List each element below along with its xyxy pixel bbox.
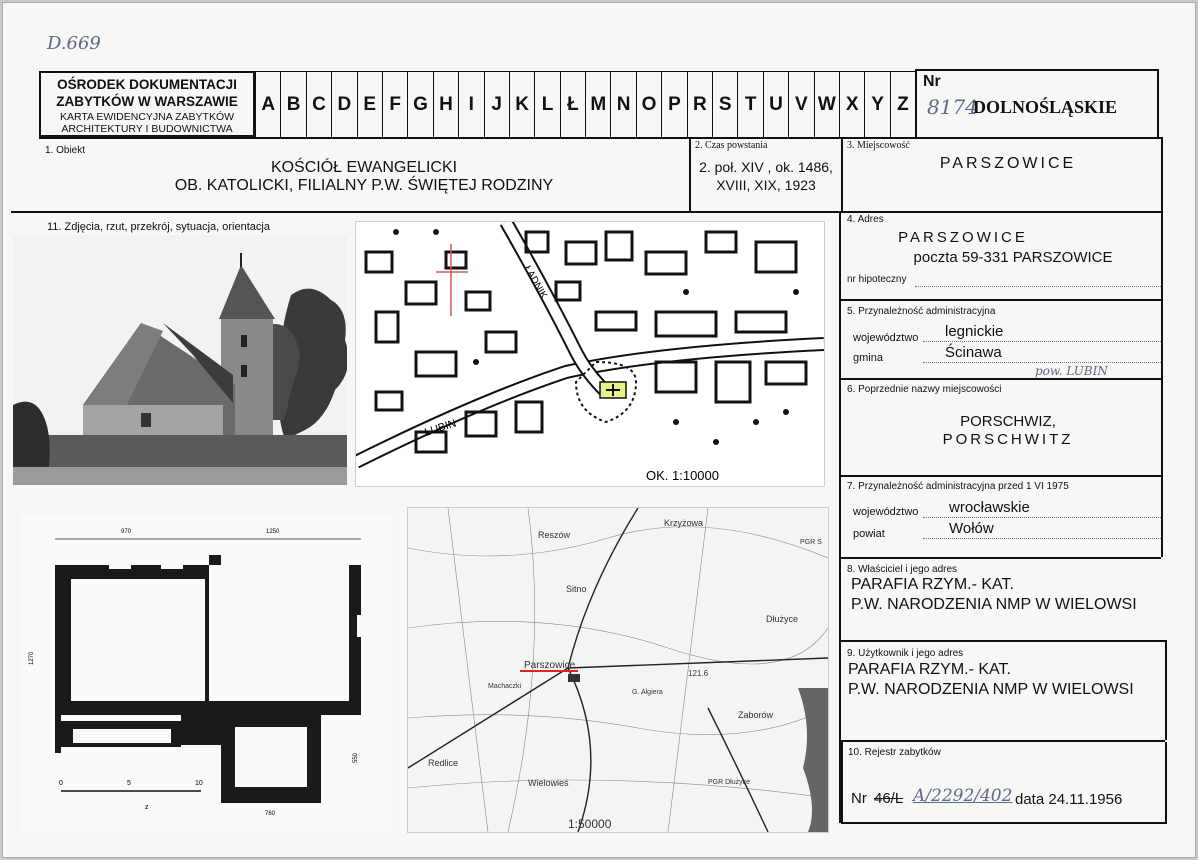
letter-cell: B bbox=[280, 72, 305, 138]
wlasciciel-line-1: PARAFIA RZYM.- KAT. bbox=[851, 576, 1014, 593]
record-card bbox=[2, 2, 1196, 858]
letter-cell: O bbox=[636, 72, 661, 138]
corner-note: D.669 bbox=[47, 33, 101, 54]
adres-line-1: PARSZOWICE bbox=[898, 229, 1028, 246]
dim-bottom: 760 bbox=[265, 811, 276, 817]
obiekt-line-2: OB. KATOLICKI, FILIALNY P.W. ŚWIĘTEJ RODZINY bbox=[174, 177, 554, 194]
dim-top-1: 970 bbox=[121, 529, 132, 535]
adres-label: 4. Adres bbox=[847, 214, 884, 225]
czas-line-1: 2. poł. XIV , ok. 1486, bbox=[699, 159, 833, 175]
miejscowosc-label: 3. Miejscowość bbox=[847, 140, 910, 151]
place-reszow: Reszów bbox=[538, 530, 571, 540]
letter-cell: U bbox=[763, 72, 788, 138]
scale-unit: z bbox=[145, 804, 149, 811]
wlasciciel-label: 8. Właściciel i jego adres bbox=[847, 564, 958, 575]
org-line-2: ZABYTKÓW W WARSZAWIE bbox=[56, 94, 238, 109]
adres-line-2: poczta 59-331 PARSZOWICE bbox=[913, 249, 1113, 266]
zdjecia-label: 11. Zdjęcia, rzut, przekrój, sytuacja, orientacja bbox=[47, 221, 270, 233]
letter-cell: V bbox=[788, 72, 813, 138]
poprzednie-line-2: PORSCHWITZ bbox=[942, 431, 1074, 448]
rejestr-nr-struck: 46/L bbox=[874, 790, 904, 807]
scale-mark-0: 0 bbox=[59, 780, 63, 787]
woj-prev-label: województwo bbox=[853, 506, 919, 518]
place-machaczki: Machaczki bbox=[488, 683, 522, 690]
place-sitno: Sitno bbox=[566, 584, 587, 594]
dim-left: 1270 bbox=[29, 651, 35, 665]
street-label-ladnik: ŁADNIK bbox=[521, 264, 549, 301]
place-parszowice: Parszowice bbox=[524, 660, 576, 671]
poprzednie-line-1: PORSCHWIZ, bbox=[960, 413, 1056, 430]
floor-plan bbox=[21, 515, 391, 831]
uzytkownik-line-1: PARAFIA RZYM.- KAT. bbox=[848, 661, 1011, 678]
wojewodztwo-value: legnickie bbox=[945, 323, 1004, 340]
letter-cell: F bbox=[382, 72, 407, 138]
place-redlice: Redlice bbox=[428, 758, 459, 768]
gmina-value: Ścinawa bbox=[945, 344, 1002, 361]
place-g-algiera: G. Algiera bbox=[632, 689, 663, 696]
admin-prev-label: 7. Przynależność administracyjna przed 1 VI 1975 bbox=[847, 481, 1069, 492]
powiat-value: Wołów bbox=[949, 520, 994, 537]
letter-cell: J bbox=[484, 72, 509, 138]
czas-label: 2. Czas powstania bbox=[695, 140, 768, 151]
woj-prev-value: wrocławskie bbox=[949, 499, 1030, 516]
letter-cell: L bbox=[534, 72, 559, 138]
place-wielowies: Wielowieś bbox=[528, 778, 569, 788]
uzytkownik-label: 9. Użytkownik i jego adres bbox=[847, 648, 964, 659]
wojewodztwo-label: województwo bbox=[853, 332, 919, 344]
place-dluzyce: Dłużyce bbox=[766, 614, 799, 624]
scale-mark-5: 5 bbox=[127, 780, 131, 787]
wlasciciel-line-2: P.W. NARODZENIA NMP W WIELOWSI bbox=[851, 596, 1137, 613]
place-krzyzowa: Krzyżowa bbox=[664, 518, 704, 528]
dim-top-2: 1250 bbox=[266, 529, 280, 535]
place-pgr-s: PGR S bbox=[800, 539, 822, 546]
powiat-label: powiat bbox=[853, 528, 885, 540]
org-line-1: OŚRODEK DOKUMENTACJI bbox=[57, 77, 237, 92]
org-line-3: KARTA EWIDENCYJNA ZABYTKÓW bbox=[59, 111, 235, 123]
obiekt-label: 1. Obiekt bbox=[45, 145, 86, 156]
church-photo bbox=[13, 235, 347, 485]
letter-cell: I bbox=[458, 72, 483, 138]
rejestr-nr-prefix: Nr bbox=[851, 790, 867, 807]
org-line-4: ARCHITEKTURY I BUDOWNICTWA bbox=[61, 123, 233, 135]
letter-index bbox=[255, 71, 915, 139]
scale-mark-10: 10 bbox=[195, 780, 203, 787]
pow-note: pow. LUBIN bbox=[1035, 364, 1108, 378]
letter-cell: T bbox=[737, 72, 762, 138]
number-box bbox=[915, 69, 1159, 139]
rejestr-date: data 24.11.1956 bbox=[1015, 791, 1123, 808]
hipoteczny-label: nr hipoteczny bbox=[847, 274, 907, 285]
bottom-map-scale: 1:50000 bbox=[568, 817, 612, 831]
situation-map bbox=[355, 221, 825, 487]
poprzednie-label: 6. Poprzednie nazwy miejscowości bbox=[847, 384, 1002, 395]
letter-cell: W bbox=[814, 72, 839, 138]
miejscowosc-value: PARSZOWICE bbox=[939, 155, 1077, 172]
czas-line-2: XVIII, XIX, 1923 bbox=[716, 177, 816, 193]
topographic-map bbox=[407, 507, 829, 833]
place-zaborow: Zaborów bbox=[738, 710, 774, 720]
letter-cell: C bbox=[306, 72, 331, 138]
obiekt-line-1: KOŚCIÓŁ EWANGELICKI bbox=[270, 159, 458, 176]
street-label-lubin: LUBIN bbox=[423, 417, 458, 439]
top-map-scale: OK. 1:10000 bbox=[646, 468, 719, 483]
letter-cell: K bbox=[509, 72, 534, 138]
nr-value: 8174 bbox=[927, 95, 978, 119]
letter-cell: H bbox=[433, 72, 458, 138]
letter-cell: R bbox=[687, 72, 712, 138]
place-pgr-dluzyce: PGR Dłużyce bbox=[708, 779, 751, 786]
letter-cell: Ł bbox=[560, 72, 585, 138]
rejestr-nr-handwritten: A/2292/402 bbox=[913, 786, 1013, 806]
letter-cell: S bbox=[712, 72, 737, 138]
letter-cell: E bbox=[357, 72, 382, 138]
letter-cell: X bbox=[839, 72, 864, 138]
nr-label: Nr bbox=[923, 73, 941, 90]
letter-cell: N bbox=[610, 72, 635, 138]
letter-cell: M bbox=[585, 72, 610, 138]
height-121: 121.6 bbox=[688, 669, 709, 678]
dim-right: 550 bbox=[353, 752, 359, 763]
region-name: DOLNOŚLĄSKIE bbox=[973, 97, 1118, 117]
uzytkownik-line-2: P.W. NARODZENIA NMP W WIELOWSI bbox=[848, 681, 1134, 698]
letter-cell: Z bbox=[890, 72, 915, 138]
rejestr-label: 10. Rejestr zabytków bbox=[848, 747, 941, 758]
letter-cell: G bbox=[407, 72, 432, 138]
institution-box bbox=[39, 71, 255, 137]
letter-cell: A bbox=[255, 72, 280, 138]
letter-cell: D bbox=[331, 72, 356, 138]
letter-cell: P bbox=[661, 72, 686, 138]
letter-cell: Y bbox=[864, 72, 889, 138]
admin-label: 5. Przynależność administracyjna bbox=[847, 306, 996, 317]
gmina-label: gmina bbox=[853, 352, 883, 364]
